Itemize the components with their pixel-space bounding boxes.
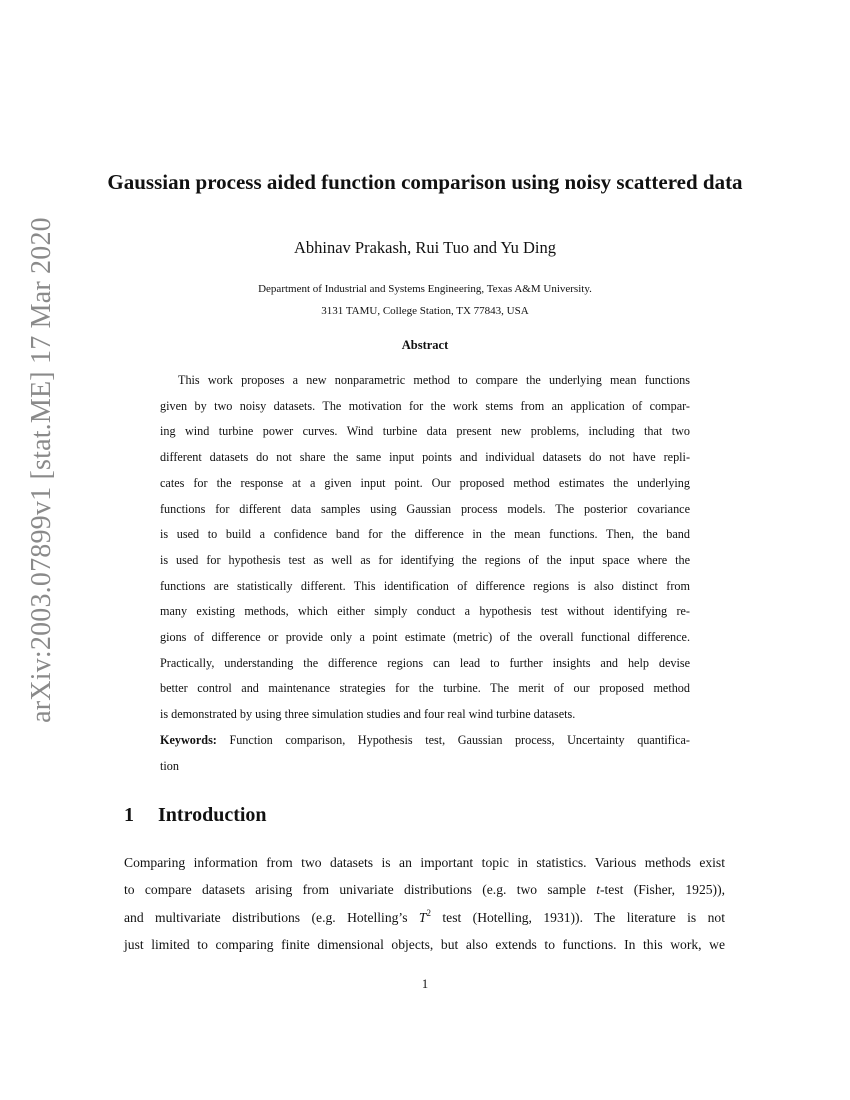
section-number: 1 [124, 804, 134, 826]
section-title: Introduction [158, 804, 267, 826]
body-line: to compare datasets arising from univariate distributions (e.g. two sample t-test (Fisher, 1925)), [124, 882, 725, 898]
body-line: and multivariate distributions (e.g. Hotelling’s $T^2$ test (Hotelling, 1931)). The literature is not [124, 907, 726, 925]
affiliation-line-2: 3131 TAMU, College Station, TX 77843, USA [321, 305, 529, 317]
abstract-line: functions for different data samples using Gaussian process models. The posterior covariance [160, 501, 690, 516]
abstract-line: ing wind turbine power curves. Wind turbine data present new problems, including that two [160, 424, 690, 439]
abstract-line: better control and maintenance strategies for the turbine. The merit of our proposed method [160, 681, 690, 696]
keywords-line [160, 728, 690, 754]
abstract-line: many existing methods, which either simply conduct a hypothesis test without identifying re- [160, 604, 690, 619]
section-heading-introduction [124, 804, 267, 827]
abstract-line: gions of difference or provide only a point estimate (metric) of the overall functional difference. [160, 630, 690, 645]
abstract-body [160, 368, 690, 779]
abstract-line: is used to build a confidence band for the difference in the mean functions. Then, the band [160, 527, 690, 542]
page-number: 1 [421, 977, 429, 991]
author-list: Abhinav Prakash, Rui Tuo and Yu Ding [293, 238, 557, 257]
abstract-line: is used for hypothesis test as well as for identifying the regions of the input space where the [160, 552, 690, 567]
abstract-line: is demonstrated by using three simulation studies and four real wind turbine datasets. [160, 707, 576, 722]
abstract-line: Practically, understanding the difference regions can lead to further insights and help devise [160, 655, 690, 670]
abstract-line: cates for the response at a given input point. Our proposed method estimates the underlying [160, 475, 690, 490]
keywords-text: Function comparison, Hypothesis test, Gaussian process, Uncertainty quantifica- [229, 732, 690, 747]
affiliation [100, 278, 750, 322]
affiliation-line-1: Department of Industrial and Systems Engineering, Texas A&M University. [258, 283, 592, 295]
keywords-label: Keywords: [160, 732, 217, 747]
abstract-line: This work proposes a new nonparametric method to compare the underlying mean functions [178, 373, 690, 387]
abstract-line: given by two noisy datasets. The motivation for the work stems from an application of compar- [160, 398, 690, 413]
arxiv-identifier: arXiv:2003.07899v1 [stat.ME] 17 Mar 2020 [26, 217, 57, 723]
body-line: just limited to comparing finite dimensional objects, but also extends to functions. In this work, we [124, 937, 725, 953]
abstract-heading: Abstract [401, 338, 449, 352]
body-line: Comparing information from two datasets is an important topic in statistics. Various methods exist [124, 855, 725, 870]
keywords-continuation: tion [160, 758, 179, 773]
abstract-line: functions are statistically different. This identification of difference regions is also distinct from [160, 578, 690, 593]
abstract-line: different datasets do not share the same input points and individual datasets do not have repli- [160, 450, 690, 465]
introduction-paragraph [124, 849, 725, 959]
paper-title: Gaussian process aided function comparison using noisy scattered data [107, 170, 743, 194]
arxiv-side-stamp [22, 120, 62, 820]
